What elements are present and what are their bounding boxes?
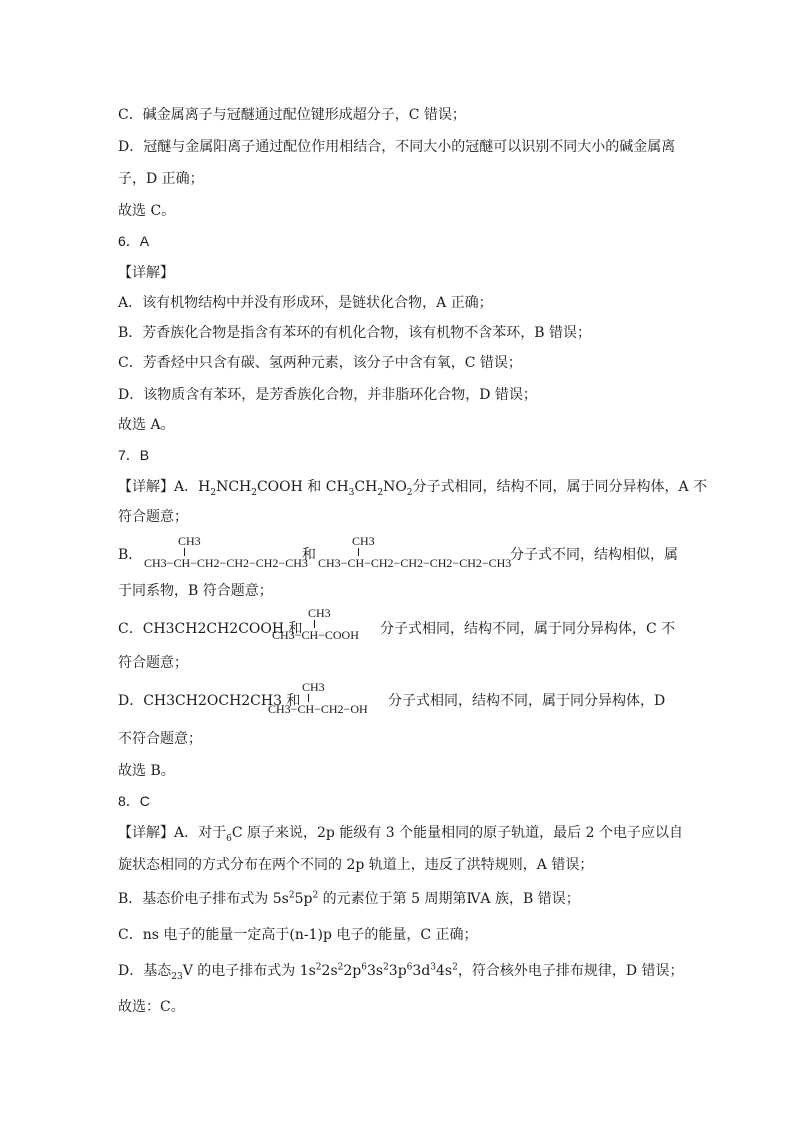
text-line: 子，D 正确； <box>118 171 204 187</box>
text-line: D．基态$_{23}$V 的电子排布式为 $1s^22s^22p^63s^23p^63d^34s^2$，符合核外电子排布规律，D 错误； <box>118 962 684 982</box>
question-8-answer: 8．C <box>118 793 150 809</box>
text-line: C．芳香烃中只含有碳、氢两种元素，该分子中含有氧，C 错误； <box>118 355 522 371</box>
structural-formula-2-methyl-1-propanol: CH3 CH3−CH−CH2−OH <box>268 680 368 716</box>
text-line: D．该物质含有苯环，是芳香族化合物，并非脂环化合物，D 错误； <box>118 387 537 403</box>
text-line: D．CH3CH2OCH2CH3 和 <box>118 693 301 709</box>
text-line: B．芳香族化合物是指含有苯环的有机化合物，该有机物不含苯环，B 错误； <box>118 325 592 341</box>
text-line: 分子式相同，结构不同，属于同分异构体，C 不 <box>380 621 676 637</box>
text-line: D．冠醚与金属阳离子通过配位作用相结合，不同大小的冠醚可以识别不同大小的碱金属离 <box>118 139 676 155</box>
text-line: 不符合题意； <box>118 731 202 747</box>
text-line: 故选 A。 <box>118 417 175 433</box>
explanation-heading: 【详解】 <box>118 265 174 281</box>
text-line: 分子式不同，结构相似，属 <box>510 547 678 563</box>
text-line: 【详解】A．$H_2NCH_2COOH$ 和 $CH_3CH_2NO_2$分子式相同，结构不同，属于同分异构体，A 不 <box>118 479 708 498</box>
structural-formula-2-methylheptane: CH3 CH3−CH−CH2−CH2−CH2−CH2−CH3 <box>318 534 512 570</box>
text-line: 符合题意； <box>118 509 188 525</box>
text-line: 旋状态相同的方式分布在两个不同的 2p 轨道上，违反了洪特规则，A 错误； <box>118 857 594 873</box>
option-b-label: B． <box>118 547 143 563</box>
conjunction-he: 和 <box>302 547 316 563</box>
text-line: B．基态价电子排布式为 $5s^25p^2$ 的元素位于第 5 周期第ⅣA 族，B 错误； <box>118 890 580 907</box>
question-7-answer: 7．B <box>118 447 150 463</box>
question-6-answer: 6．A <box>118 233 150 249</box>
text-line: 分子式相同，结构不同，属于同分异构体，D <box>388 693 666 709</box>
structural-formula-2-methylhexane: CH3 CH3−CH−CH2−CH2−CH2−CH3 <box>144 534 308 570</box>
text-line: 【详解】A．对于$_6$C 原子来说，2p 能级有 3 个能量相同的原子轨道，最后 2 个电子应以自 <box>118 825 683 844</box>
text-line: 故选 C。 <box>118 203 176 219</box>
text-line: A．该有机物结构中并没有形成环，是链状化合物，A 正确； <box>118 295 493 311</box>
text-line: 故选 B。 <box>118 763 175 779</box>
text-line: 于同系物，B 符合题意； <box>118 583 273 599</box>
text-line: 故选：C。 <box>118 999 185 1015</box>
text-line: C．ns 电子的能量一定高于(n-1)p 电子的能量，C 正确； <box>118 927 478 943</box>
structural-formula-2-methylpropanoic-acid: CH3 CH3−CH−COOH <box>272 606 359 642</box>
text-line: C．碱金属离子与冠醚通过配位键形成超分子，C 错误； <box>118 107 466 123</box>
text-line: 符合题意； <box>118 655 188 671</box>
text-line: C．CH3CH2CH2COOH 和 <box>118 621 303 637</box>
